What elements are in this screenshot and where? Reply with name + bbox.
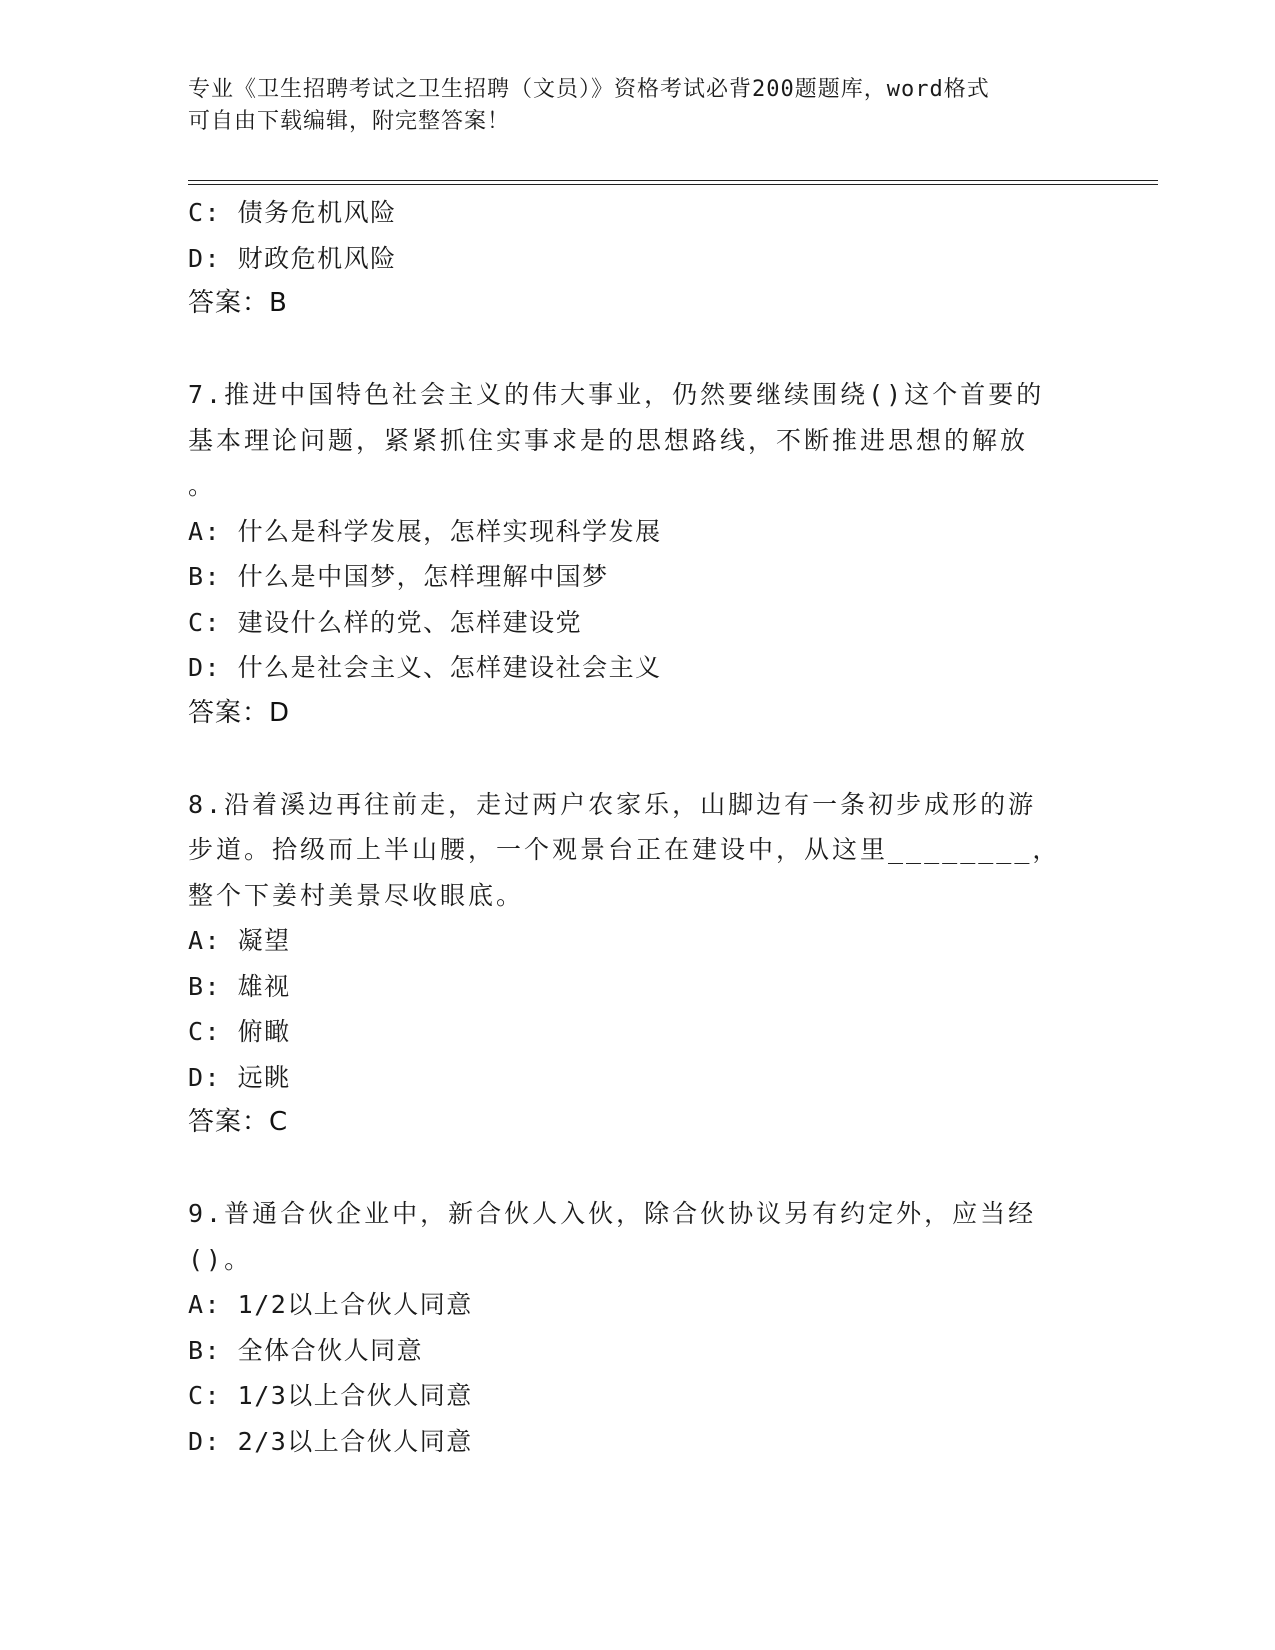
q8-stem-line-3: 整个下姜村美景尽收眼底。	[188, 880, 525, 910]
q7-option-c: C: 建设什么样的党、怎样建设党	[188, 607, 583, 637]
q7-stem-line-2: 基本理论问题，紧紧抓住实事求是的思想路线，不断推进思想的解放	[188, 425, 1029, 455]
header-divider	[188, 180, 1158, 185]
q7-answer: 答案：D	[188, 697, 291, 728]
q8-option-b: B: 雄视	[188, 971, 291, 1001]
q9-stem-line-1: 9.普通合伙企业中，新合伙人入伙，除合伙协议另有约定外，应当经	[188, 1199, 1037, 1228]
question-9	[188, 1191, 1068, 1464]
q7-option-d: D: 什么是社会主义、怎样建设社会主义	[188, 653, 662, 682]
q7-stem-line-1: 7.推进中国特色社会主义的伟大事业，仍然要继续围绕()这个首要的	[188, 380, 1045, 409]
q6-option-c: C: 债务危机风险	[188, 198, 397, 227]
header-title-line-1: 专业《卫生招聘考试之卫生招聘（文员）》资格考试必背200题题库，word格式	[188, 77, 990, 102]
spacer	[188, 736, 1068, 782]
header-title-line-2: 可自由下载编辑，附完整答案！	[188, 109, 511, 134]
q6-option-d: D: 财政危机风险	[188, 243, 397, 273]
q7-option-b: B: 什么是中国梦，怎样理解中国梦	[188, 562, 609, 591]
question-7	[188, 372, 1068, 736]
q9-option-b: B: 全体合伙人同意	[188, 1335, 424, 1365]
q7-option-a: A: 什么是科学发展，怎样实现科学发展	[188, 516, 662, 546]
question-8	[188, 782, 1068, 1146]
q8-stem-line-2: 步道。拾级而上半山腰，一个观景台正在建设中，从这里________，	[188, 835, 1061, 864]
q7-stem-line-3: 。	[188, 471, 217, 500]
question-list	[188, 190, 1068, 1464]
q6-answer: 答案：B	[188, 288, 288, 318]
q8-option-a: A: 凝望	[188, 926, 291, 955]
q9-stem-line-2: ()。	[188, 1244, 253, 1274]
q8-option-c: C: 俯瞰	[188, 1017, 291, 1046]
question-6	[188, 190, 1068, 327]
spacer	[188, 1146, 1068, 1192]
document-header	[188, 74, 1068, 138]
spacer	[188, 327, 1068, 373]
q9-option-c: C: 1/3以上合伙人同意	[188, 1381, 473, 1410]
q9-option-a: A: 1/2以上合伙人同意	[188, 1290, 473, 1319]
q9-option-d: D: 2/3以上合伙人同意	[188, 1426, 473, 1456]
q8-stem-line-1: 8.沿着溪边再往前走，走过两户农家乐，山脚边有一条初步成形的游	[188, 789, 1037, 819]
q8-option-d: D: 远眺	[188, 1062, 291, 1092]
q8-answer: 答案：C	[188, 1107, 289, 1137]
